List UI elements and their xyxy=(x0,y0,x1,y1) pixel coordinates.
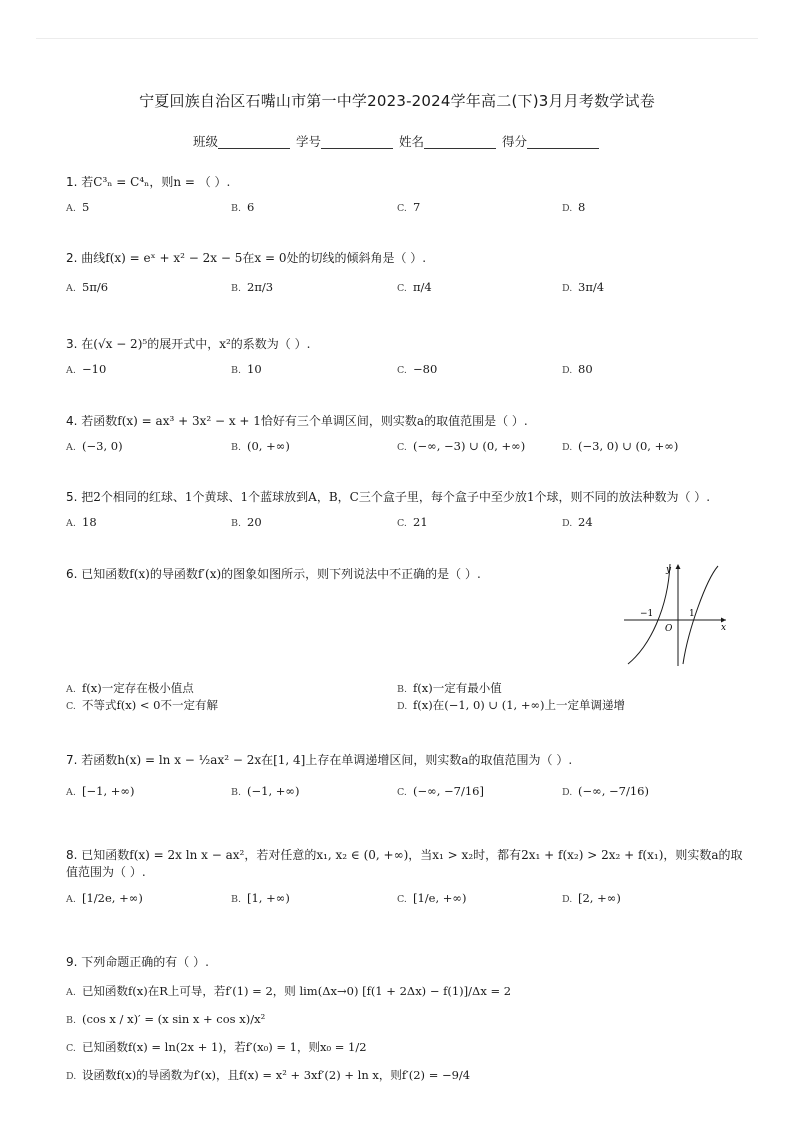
y-axis-arrow xyxy=(676,564,681,569)
tick-label-one: 1 xyxy=(689,609,695,619)
question-number: 6. xyxy=(66,567,78,581)
question-2-option-c[interactable] xyxy=(397,279,432,297)
option-label: A. xyxy=(66,787,76,798)
question-2 xyxy=(66,250,426,266)
top-rule xyxy=(36,38,758,39)
option-label: A. xyxy=(66,203,76,214)
question-4-option-d[interactable] xyxy=(562,438,678,456)
question-5-option-d[interactable] xyxy=(562,514,593,532)
question-stem: 曲线f(x) = eˣ + x² − 2x − 5在x = 0处的切线的倾斜角是（ ）. xyxy=(81,251,427,265)
question-6-option-a[interactable] xyxy=(66,680,194,698)
question-3-option-d[interactable] xyxy=(562,361,593,379)
option-text: 已知函数f(x)在R上可导，若f′(1) = 2，则 lim(Δx→0) [f(1 + 2Δx) − f(1)]/Δx = 2 xyxy=(82,984,512,998)
question-5-option-b[interactable] xyxy=(231,514,262,532)
question-number: 9. xyxy=(66,955,78,969)
option-text: 2π/3 xyxy=(247,280,274,294)
question-3 xyxy=(66,336,310,352)
question-stem: 下列命题正确的有（ ）. xyxy=(81,955,209,969)
option-text: 8 xyxy=(578,200,586,214)
option-label: A. xyxy=(66,518,76,529)
question-9-option-c[interactable] xyxy=(66,1039,367,1057)
option-text: [1, +∞) xyxy=(247,891,290,905)
option-label: C. xyxy=(397,894,407,905)
question-7-option-c[interactable] xyxy=(397,783,484,801)
option-label: C. xyxy=(397,283,407,294)
option-text: (cos x / x)′ = (x sin x + cos x)/x² xyxy=(82,1012,266,1026)
option-label: B. xyxy=(66,1015,77,1026)
page-title: 宁夏回族自治区石嘴山市第一中学2023-2024学年高二(下)3月月考数学试卷 xyxy=(139,92,655,110)
option-label: C. xyxy=(66,1043,76,1054)
tick-label-neg-one: −1 xyxy=(640,609,654,619)
score-blank[interactable] xyxy=(527,135,599,149)
option-label: A. xyxy=(66,283,76,294)
option-text: (−3, 0) ∪ (0, +∞) xyxy=(578,439,679,453)
question-3-option-c[interactable] xyxy=(397,361,437,379)
question-2-option-b[interactable] xyxy=(231,279,273,297)
option-text: f(x)一定存在极小值点 xyxy=(82,681,194,695)
option-label: B. xyxy=(231,787,242,798)
x-axis-label: x xyxy=(721,623,727,633)
option-text: 21 xyxy=(413,515,428,529)
question-number: 8. xyxy=(66,848,78,862)
question-8-option-d[interactable] xyxy=(562,890,621,908)
option-text: 18 xyxy=(82,515,97,529)
question-1-option-c[interactable] xyxy=(397,199,420,217)
class-field-label: 班级 xyxy=(192,134,218,149)
question-5-option-a[interactable] xyxy=(66,514,97,532)
option-label: B. xyxy=(231,894,242,905)
option-text: 6 xyxy=(247,200,255,214)
option-text: [1/e, +∞) xyxy=(413,891,467,905)
option-text: 5 xyxy=(82,200,90,214)
option-text: −10 xyxy=(82,362,107,376)
option-text: 10 xyxy=(247,362,262,376)
class-blank[interactable] xyxy=(218,135,290,149)
option-text: π/4 xyxy=(413,280,432,294)
option-label: D. xyxy=(562,442,573,453)
question-stem: 把2个相同的红球、1个黄球、1个蓝球放到A，B，C三个盒子里，每个盒子中至少放1个球，则不同的放法种数为（ ）. xyxy=(81,490,711,504)
option-label: D. xyxy=(66,1071,77,1082)
option-text: (−∞, −7/16) xyxy=(578,784,649,798)
question-9-option-a[interactable] xyxy=(66,983,511,1001)
option-text: (−∞, −7/16] xyxy=(413,784,484,798)
question-stem: 已知函数f(x) = 2x ln x − ax²，若对任意的x₁, x₂ ∈ (0, +∞)，当x₁ > x₂时，都有2x₁ + f(x₂) > 2x₂ + f(x₁)，则实数a的取 xyxy=(81,848,743,862)
option-label: C. xyxy=(397,518,407,529)
option-label: D. xyxy=(562,894,573,905)
question-8-continuation xyxy=(66,864,146,880)
option-text: 设函数f(x)的导函数为f′(x)，且f(x) = x² + 3xf′(2) + ln x，则f′(2) = −9/4 xyxy=(82,1068,471,1082)
option-label: A. xyxy=(66,684,76,695)
question-7-option-a[interactable] xyxy=(66,783,134,801)
question-number: 4. xyxy=(66,414,78,428)
name-field-label: 姓名 xyxy=(398,134,424,149)
question-4 xyxy=(66,413,528,429)
option-label: A. xyxy=(66,442,76,453)
option-text: 24 xyxy=(578,515,593,529)
option-text: [1/2e, +∞) xyxy=(82,891,143,905)
option-text: (−∞, −3) ∪ (0, +∞) xyxy=(413,439,526,453)
option-text: (0, +∞) xyxy=(247,439,290,453)
question-8-option-b[interactable] xyxy=(231,890,290,908)
question-number: 5. xyxy=(66,490,78,504)
question-4-option-b[interactable] xyxy=(231,438,290,456)
option-text: 80 xyxy=(578,362,593,376)
option-label: C. xyxy=(397,442,407,453)
question-9 xyxy=(66,954,209,970)
option-text: −80 xyxy=(413,362,438,376)
option-text: f(x)在(−1, 0) ∪ (1, +∞)上一定单调递增 xyxy=(413,698,626,712)
question-3-option-b[interactable] xyxy=(231,361,262,379)
option-label: B. xyxy=(231,203,242,214)
option-text: f(x)一定有最小值 xyxy=(413,681,502,695)
question-number: 1. xyxy=(66,175,78,189)
question-4-option-c[interactable] xyxy=(397,438,525,456)
question-6-option-c[interactable] xyxy=(66,697,218,715)
option-label: D. xyxy=(562,787,573,798)
question-number: 3. xyxy=(66,337,78,351)
option-text: 3π/4 xyxy=(578,280,605,294)
question-7-option-b[interactable] xyxy=(231,783,299,801)
option-text: (−1, +∞) xyxy=(247,784,300,798)
question-9-option-b[interactable] xyxy=(66,1011,265,1029)
question-stem-continued: 值范围为（ ）. xyxy=(66,865,146,879)
question-7-option-d[interactable] xyxy=(562,783,649,801)
question-9-option-d[interactable] xyxy=(66,1067,470,1085)
option-label: B. xyxy=(231,442,242,453)
question-stem: 在(√x − 2)⁵的展开式中，x²的系数为（ ）. xyxy=(81,337,311,351)
question-2-option-a[interactable] xyxy=(66,279,108,297)
question-5-option-c[interactable] xyxy=(397,514,428,532)
option-text: [2, +∞) xyxy=(578,891,621,905)
question-1-option-a[interactable] xyxy=(66,199,89,217)
option-label: B. xyxy=(231,518,242,529)
y-axis-label: y xyxy=(666,565,672,575)
option-label: C. xyxy=(66,701,76,712)
question-8-option-c[interactable] xyxy=(397,890,467,908)
option-label: A. xyxy=(66,894,76,905)
option-text: (−3, 0) xyxy=(82,439,123,453)
option-text: 5π/6 xyxy=(82,280,109,294)
question-stem: 若C³ₙ = C⁴ₙ，则n = （ ）. xyxy=(81,175,231,189)
question-3-option-a[interactable] xyxy=(66,361,106,379)
question-number: 7. xyxy=(66,753,78,767)
option-text: 20 xyxy=(247,515,262,529)
option-label: D. xyxy=(562,203,573,214)
option-label: D. xyxy=(397,701,408,712)
option-label: B. xyxy=(231,283,242,294)
id-field-label: 学号 xyxy=(295,134,321,149)
question-8-option-a[interactable] xyxy=(66,890,143,908)
option-label: C. xyxy=(397,365,407,376)
question-stem: 若函数h(x) = ln x − ½ax² − 2x在[1, 4]上存在单调递增区间，则实数a的取值范围为（ ）. xyxy=(81,753,573,767)
id-blank[interactable] xyxy=(321,135,393,149)
option-label: D. xyxy=(562,365,573,376)
option-text: 7 xyxy=(413,200,421,214)
question-8 xyxy=(66,847,743,863)
question-number: 2. xyxy=(66,251,78,265)
option-label: B. xyxy=(397,684,408,695)
question-6-option-b[interactable] xyxy=(397,680,502,698)
question-7 xyxy=(66,752,572,768)
score-field-label: 得分 xyxy=(501,134,527,149)
question-6 xyxy=(66,566,481,582)
option-text: [−1, +∞) xyxy=(82,784,135,798)
question-1-option-d[interactable] xyxy=(562,199,585,217)
option-text: 不等式f(x) < 0不一定有解 xyxy=(82,698,218,712)
name-blank[interactable] xyxy=(424,135,496,149)
origin-label: O xyxy=(665,624,673,634)
option-label: A. xyxy=(66,365,76,376)
student-info-line xyxy=(0,132,794,150)
option-label: D. xyxy=(562,283,573,294)
option-label: D. xyxy=(562,518,573,529)
question-1 xyxy=(66,174,230,190)
question-6-option-d[interactable] xyxy=(397,697,625,715)
option-label: A. xyxy=(66,987,76,998)
option-label: C. xyxy=(397,787,407,798)
question-stem: 若函数f(x) = ax³ + 3x² − x + 1恰好有三个单调区间，则实数a的取值范围是（ ）. xyxy=(81,414,528,428)
option-label: C. xyxy=(397,203,407,214)
question-5 xyxy=(66,489,710,505)
option-label: B. xyxy=(231,365,242,376)
question-4-option-a[interactable] xyxy=(66,438,123,456)
question-stem: 已知函数f(x)的导函数f′(x)的图象如图所示，则下列说法中不正确的是（ ）. xyxy=(81,567,481,581)
question-2-option-d[interactable] xyxy=(562,279,604,297)
option-text: 已知函数f(x) = ln(2x + 1)，若f′(x₀) = 1，则x₀ = 1/2 xyxy=(82,1040,367,1054)
derivative-graph xyxy=(622,560,730,668)
question-1-option-b[interactable] xyxy=(231,199,254,217)
x-axis-arrow xyxy=(721,618,726,623)
